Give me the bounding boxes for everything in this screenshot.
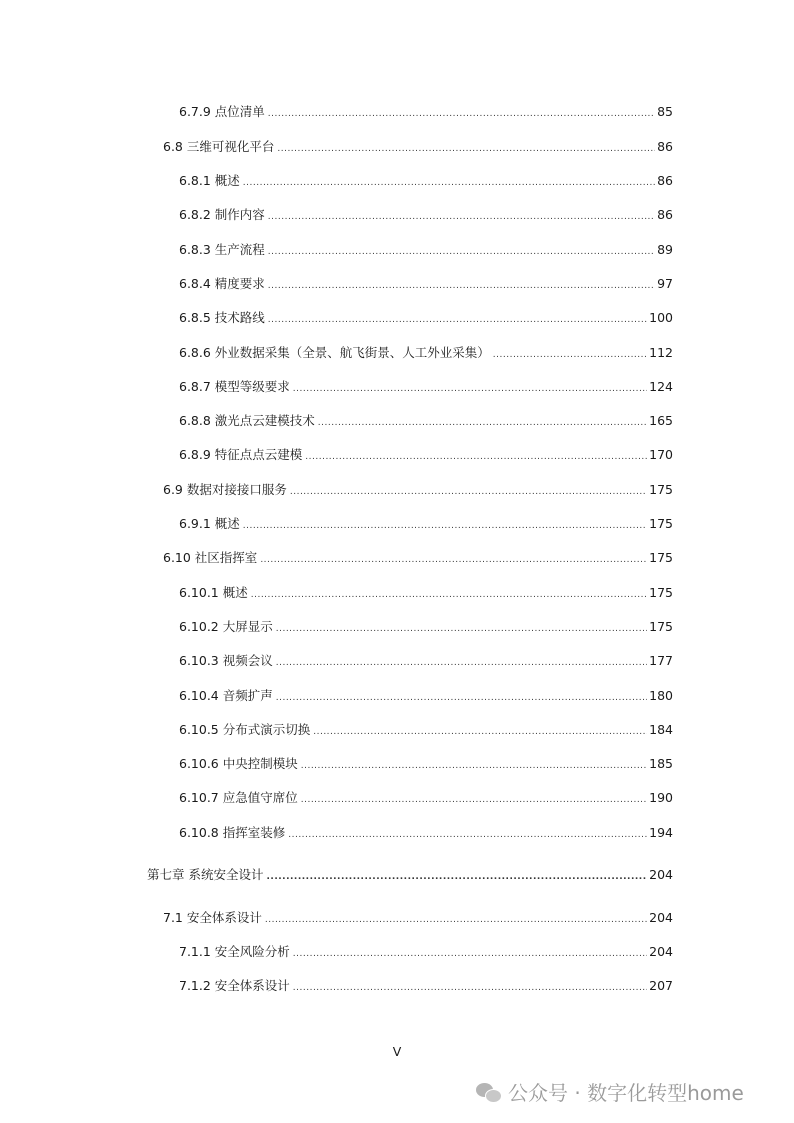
toc-entry[interactable] (179, 619, 673, 637)
wechat-icon (476, 1081, 502, 1103)
toc-entry-page: 124 (649, 379, 673, 394)
toc-entry-label: 6.10.4 音频扩声 (179, 688, 273, 703)
toc-entry-label: 6.10.3 视频会议 (179, 653, 273, 668)
toc-entry[interactable] (179, 447, 673, 465)
toc-entry-page: 184 (649, 722, 673, 737)
toc-entry[interactable] (179, 688, 673, 706)
toc-entry-label: 6.7.9 点位清单 (179, 104, 265, 119)
toc-entry[interactable] (163, 550, 673, 568)
toc-leader-dots (301, 792, 647, 808)
toc-entry[interactable] (179, 756, 673, 774)
toc-entry[interactable] (179, 310, 673, 328)
toc-entry-page: 204 (649, 867, 673, 882)
toc-entry-label: 6.8.9 特征点点云建模 (179, 447, 303, 462)
toc-leader-dots (288, 827, 647, 843)
toc-leader-dots (293, 980, 647, 996)
toc-leader-dots (276, 690, 647, 706)
toc-entry[interactable] (179, 104, 673, 122)
toc-entry[interactable] (163, 139, 673, 157)
toc-leader-dots (277, 141, 655, 157)
toc-entry-label: 6.8.6 外业数据采集（全景、航飞街景、人工外业采集） (179, 345, 490, 360)
toc-entry-label: 6.8.2 制作内容 (179, 207, 265, 222)
toc-entry[interactable] (179, 585, 673, 603)
toc-leader-dots (268, 278, 655, 294)
toc-entry[interactable] (179, 516, 673, 534)
toc-entry[interactable] (179, 276, 673, 294)
toc-entry-label: 6.8.8 激光点云建模技术 (179, 413, 315, 428)
toc-leader-dots (293, 381, 647, 397)
toc-entry-label: 6.8 三维可视化平台 (163, 139, 275, 154)
toc-leader-dots (266, 869, 647, 885)
toc-entry-page: 86 (657, 139, 673, 154)
toc-leader-dots (268, 106, 655, 122)
toc-leader-dots (268, 312, 647, 328)
watermark-text: 公众号 · 数字化转型home (508, 1081, 744, 1105)
toc-entry-page: 180 (649, 688, 673, 703)
toc-entry[interactable] (179, 978, 673, 996)
toc-entry-page: 100 (649, 310, 673, 325)
toc-entry[interactable] (179, 242, 673, 260)
toc-entry-label: 6.8.3 生产流程 (179, 242, 265, 257)
toc-entry[interactable] (179, 653, 673, 671)
toc-entry-label: 6.8.4 精度要求 (179, 276, 265, 291)
toc-leader-dots (276, 621, 647, 637)
toc-entry-page: 170 (649, 447, 673, 462)
toc-entry-label: 6.8.5 技术路线 (179, 310, 265, 325)
toc-leader-dots (243, 518, 647, 534)
toc-leader-dots (290, 484, 647, 500)
toc-entry-label: 6.10.6 中央控制模块 (179, 756, 298, 771)
toc-leader-dots (318, 415, 647, 431)
toc-leader-dots (313, 724, 647, 740)
toc-leader-dots (305, 449, 647, 465)
toc-entry-page: 204 (649, 944, 673, 959)
toc-entry-label: 第七章 系统安全设计 (147, 867, 264, 882)
toc-entry[interactable] (147, 867, 673, 885)
toc-leader-dots (293, 946, 647, 962)
toc-entry[interactable] (179, 825, 673, 843)
watermark (476, 1077, 744, 1106)
toc-entry[interactable] (179, 345, 673, 363)
toc-entry-label: 6.10.7 应急值守席位 (179, 790, 298, 805)
toc-leader-dots (265, 912, 647, 928)
toc-entry-page: 175 (649, 516, 673, 531)
toc-entry-page: 207 (649, 978, 673, 993)
toc-leader-dots (260, 552, 647, 568)
toc-entry-label: 6.10.2 大屏显示 (179, 619, 273, 634)
toc-leader-dots (268, 244, 655, 260)
toc-entry-label: 7.1.2 安全体系设计 (179, 978, 290, 993)
toc-entry[interactable] (179, 379, 673, 397)
toc-leader-dots (301, 758, 647, 774)
toc-entry-page: 86 (657, 207, 673, 222)
toc-entry-label: 6.10 社区指挥室 (163, 550, 258, 565)
toc-entry[interactable] (179, 790, 673, 808)
toc-entry[interactable] (179, 413, 673, 431)
toc-entry-label: 6.10.8 指挥室装修 (179, 825, 286, 840)
toc-entry-page: 175 (649, 550, 673, 565)
toc-entry[interactable] (163, 482, 673, 500)
toc-entry-page: 175 (649, 585, 673, 600)
toc-leader-dots (251, 587, 647, 603)
toc-leader-dots (268, 209, 655, 225)
toc-entry-page: 165 (649, 413, 673, 428)
toc-entry-page: 194 (649, 825, 673, 840)
toc-entry-label: 6.10.5 分布式演示切换 (179, 722, 311, 737)
toc-entry-page: 89 (657, 242, 673, 257)
toc-entry[interactable] (163, 910, 673, 928)
toc-entry-page: 86 (657, 173, 673, 188)
toc-entry-page: 112 (649, 345, 673, 360)
toc-leader-dots (276, 655, 647, 671)
toc-entry-label: 6.9 数据对接接口服务 (163, 482, 287, 497)
toc-entry-page: 185 (649, 756, 673, 771)
toc-entry-page: 175 (649, 482, 673, 497)
toc-leader-dots (243, 175, 655, 191)
toc-entry-label: 7.1.1 安全风险分析 (179, 944, 290, 959)
toc-entry-page: 177 (649, 653, 673, 668)
toc-entry-label: 6.9.1 概述 (179, 516, 240, 531)
page-number: V (392, 1044, 402, 1059)
toc-entry-page: 204 (649, 910, 673, 925)
toc-entry-page: 175 (649, 619, 673, 634)
toc-entry-label: 6.8.1 概述 (179, 173, 240, 188)
toc-entry[interactable] (179, 722, 673, 740)
toc-entry-label: 6.10.1 概述 (179, 585, 248, 600)
toc-entry-label: 6.8.7 模型等级要求 (179, 379, 290, 394)
toc-entry[interactable] (179, 207, 673, 225)
toc-entry-label: 7.1 安全体系设计 (163, 910, 262, 925)
toc-entry-page: 97 (657, 276, 673, 291)
toc-entry[interactable] (179, 173, 673, 191)
toc-leader-dots (493, 347, 647, 363)
toc-entry-page: 85 (657, 104, 673, 119)
toc-entry-page: 190 (649, 790, 673, 805)
toc-entry[interactable] (179, 944, 673, 962)
